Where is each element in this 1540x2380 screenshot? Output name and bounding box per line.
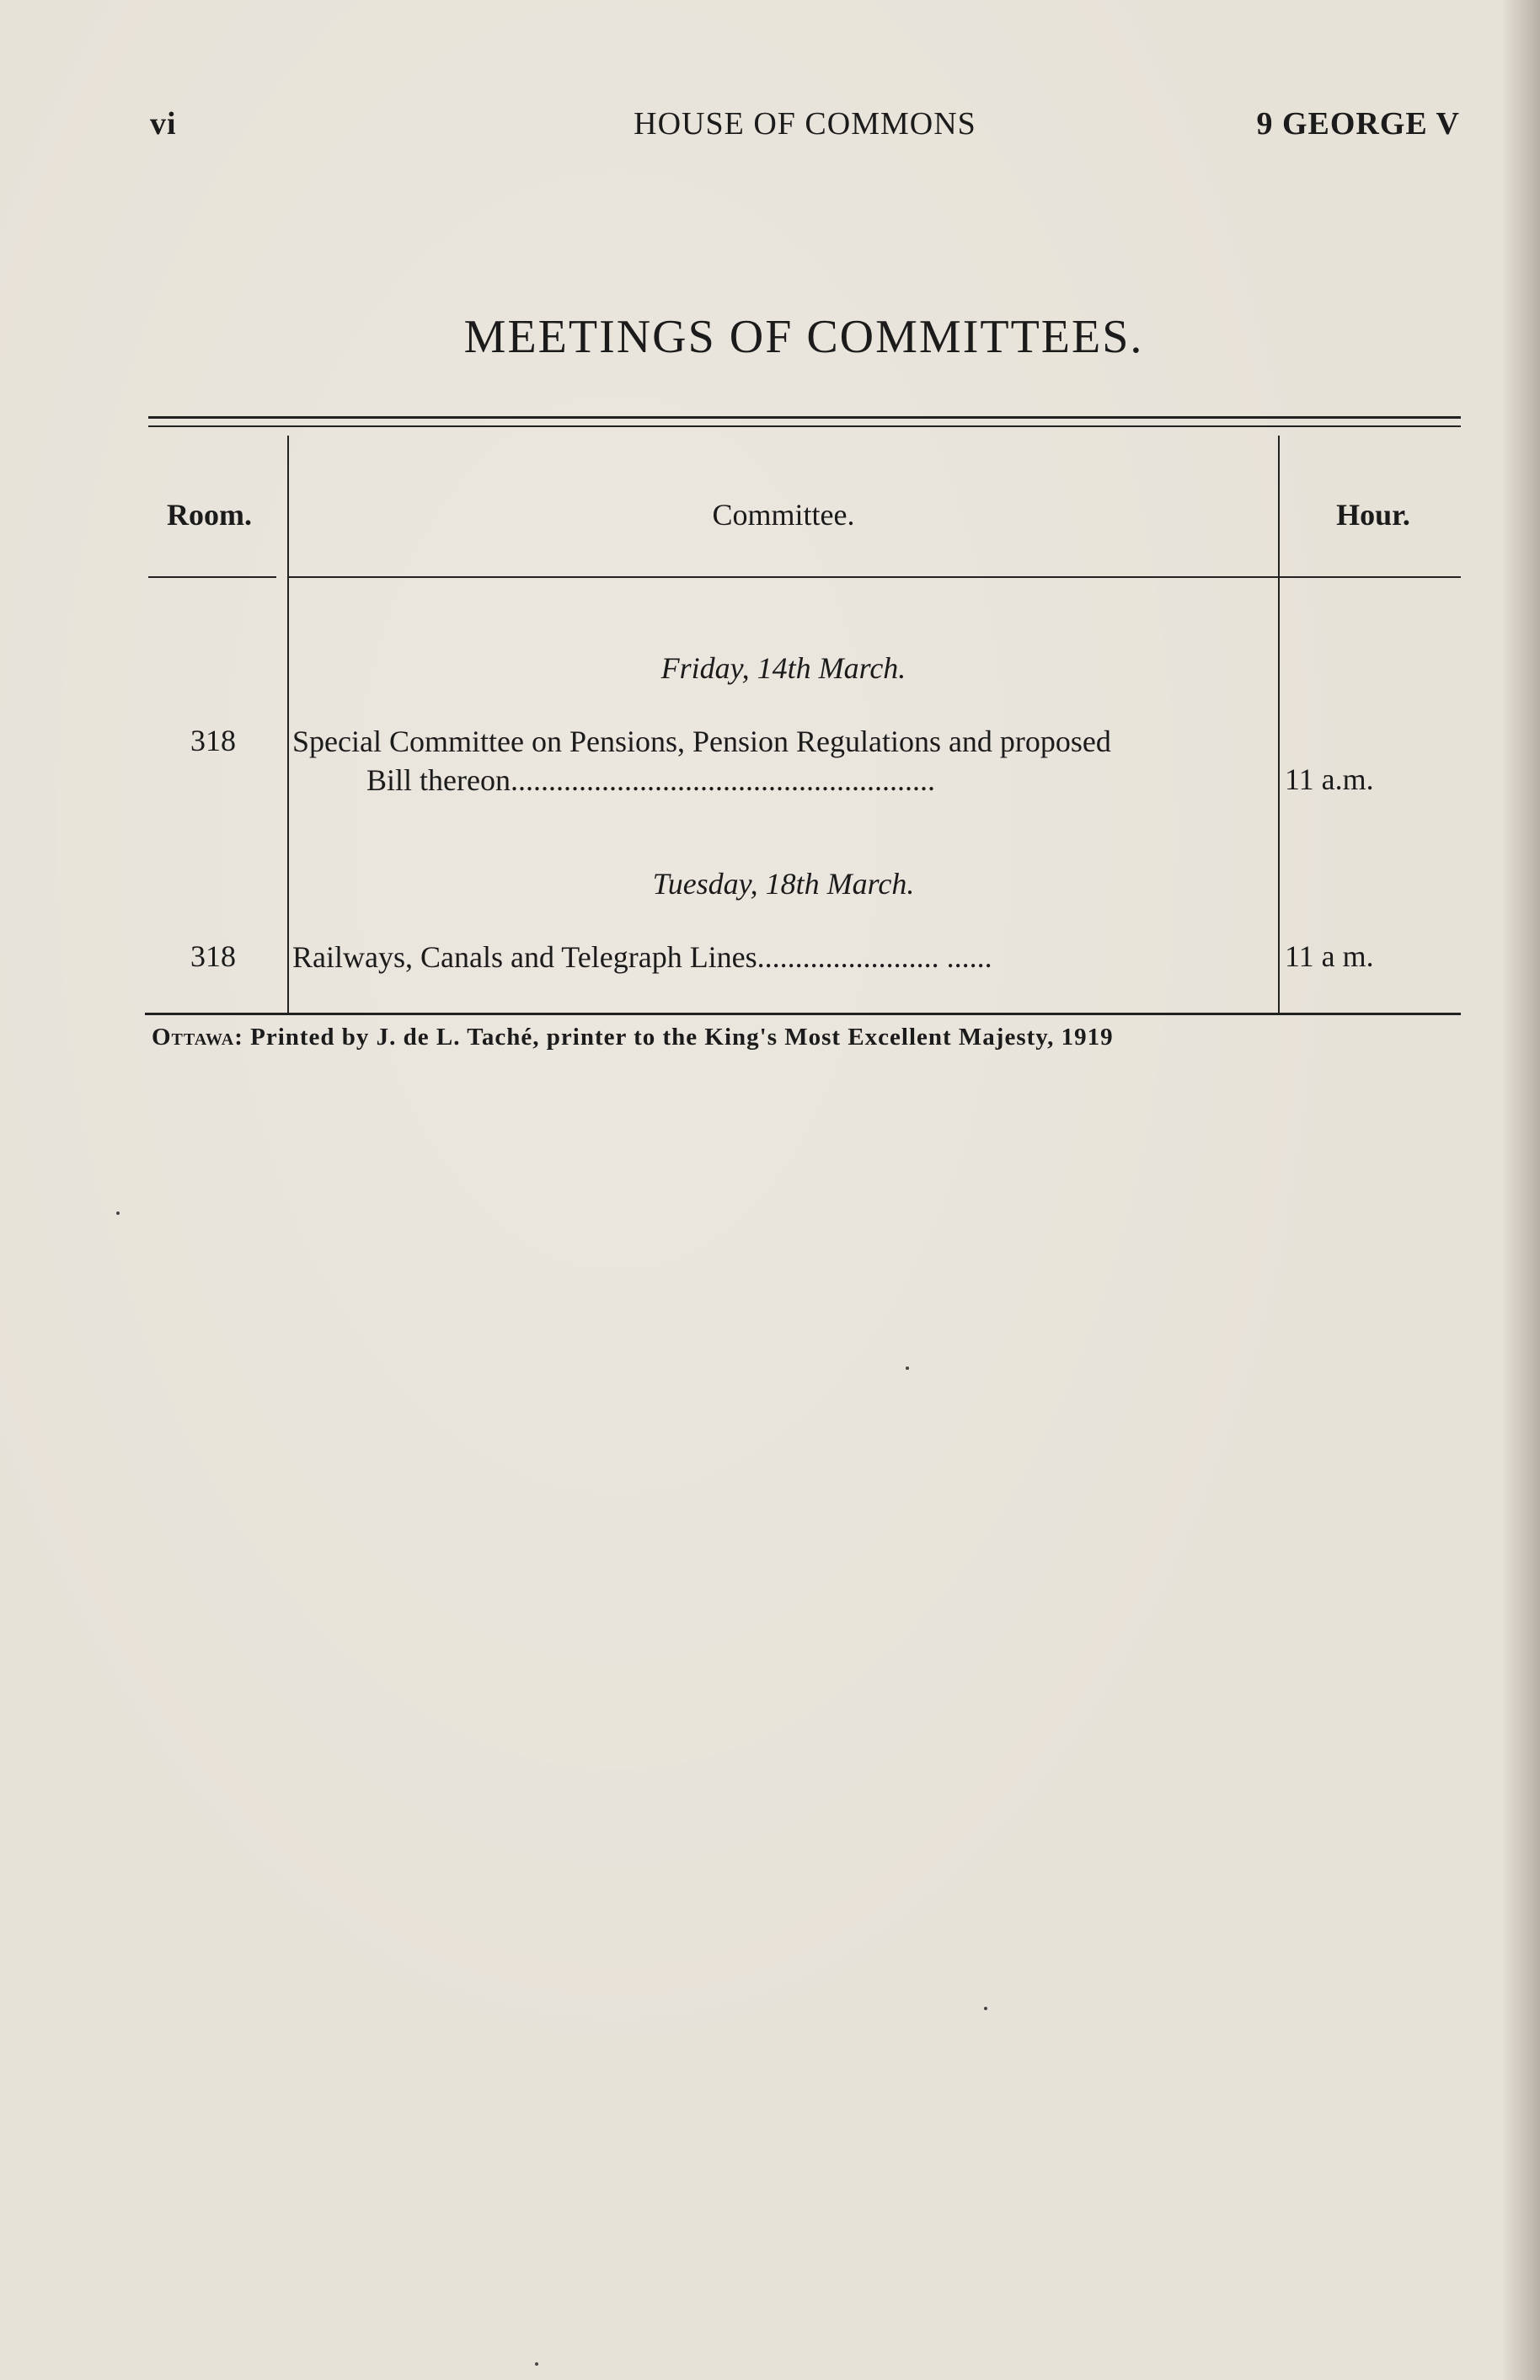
meeting-date-2: Tuesday, 18th March. bbox=[652, 867, 915, 901]
title-rule-bottom bbox=[148, 425, 1461, 427]
paper-speck bbox=[116, 1211, 120, 1215]
page-number: vi bbox=[150, 106, 177, 142]
imprint-text: Printed by J. de L. Taché, printer to the King's Most Excellent Majesty, 1919 bbox=[250, 1024, 1114, 1051]
header-rule-committee bbox=[289, 576, 1278, 578]
committee-line-2: Bill thereon........................................................ bbox=[366, 763, 935, 797]
title-rule-top bbox=[148, 416, 1461, 419]
section-title-text: MEETINGS OF COMMITTEES. bbox=[463, 311, 1144, 363]
regnal-year: 9 GEORGE V bbox=[1256, 106, 1460, 142]
header-rule-room bbox=[148, 576, 276, 578]
running-title: HOUSE OF COMMONS bbox=[634, 106, 976, 142]
printer-imprint bbox=[152, 1024, 1462, 1051]
column-header-room: Room. bbox=[167, 498, 252, 532]
committee-line-1: Special Committee on Pensions, Pension Regulations and proposed bbox=[292, 725, 1111, 758]
meeting-committee-1 bbox=[292, 722, 1276, 800]
meeting-hour-2: 11 a m. bbox=[1285, 939, 1374, 973]
meeting-committee-3: Railways, Canals and Telegraph Lines........................ ...... bbox=[292, 940, 992, 974]
section-title bbox=[0, 310, 1540, 364]
meeting-date-1: Friday, 14th March. bbox=[660, 651, 906, 685]
page-header bbox=[150, 105, 1460, 147]
imprint-place: Ottawa: bbox=[152, 1024, 243, 1051]
header-rule-hour bbox=[1280, 576, 1461, 578]
column-divider-right bbox=[1278, 436, 1280, 1013]
table-bottom-rule bbox=[145, 1013, 1461, 1015]
column-header-committee: Committee. bbox=[712, 498, 855, 532]
meeting-room-1: 318 bbox=[190, 724, 236, 757]
paper-speck bbox=[906, 1366, 909, 1370]
column-header-hour: Hour. bbox=[1336, 498, 1410, 532]
meeting-hour-1: 11 a.m. bbox=[1285, 762, 1374, 796]
meeting-room-2: 318 bbox=[190, 939, 236, 973]
column-divider-left bbox=[287, 436, 289, 1013]
paper-speck bbox=[535, 2362, 538, 2366]
paper-speck bbox=[984, 2007, 987, 2010]
